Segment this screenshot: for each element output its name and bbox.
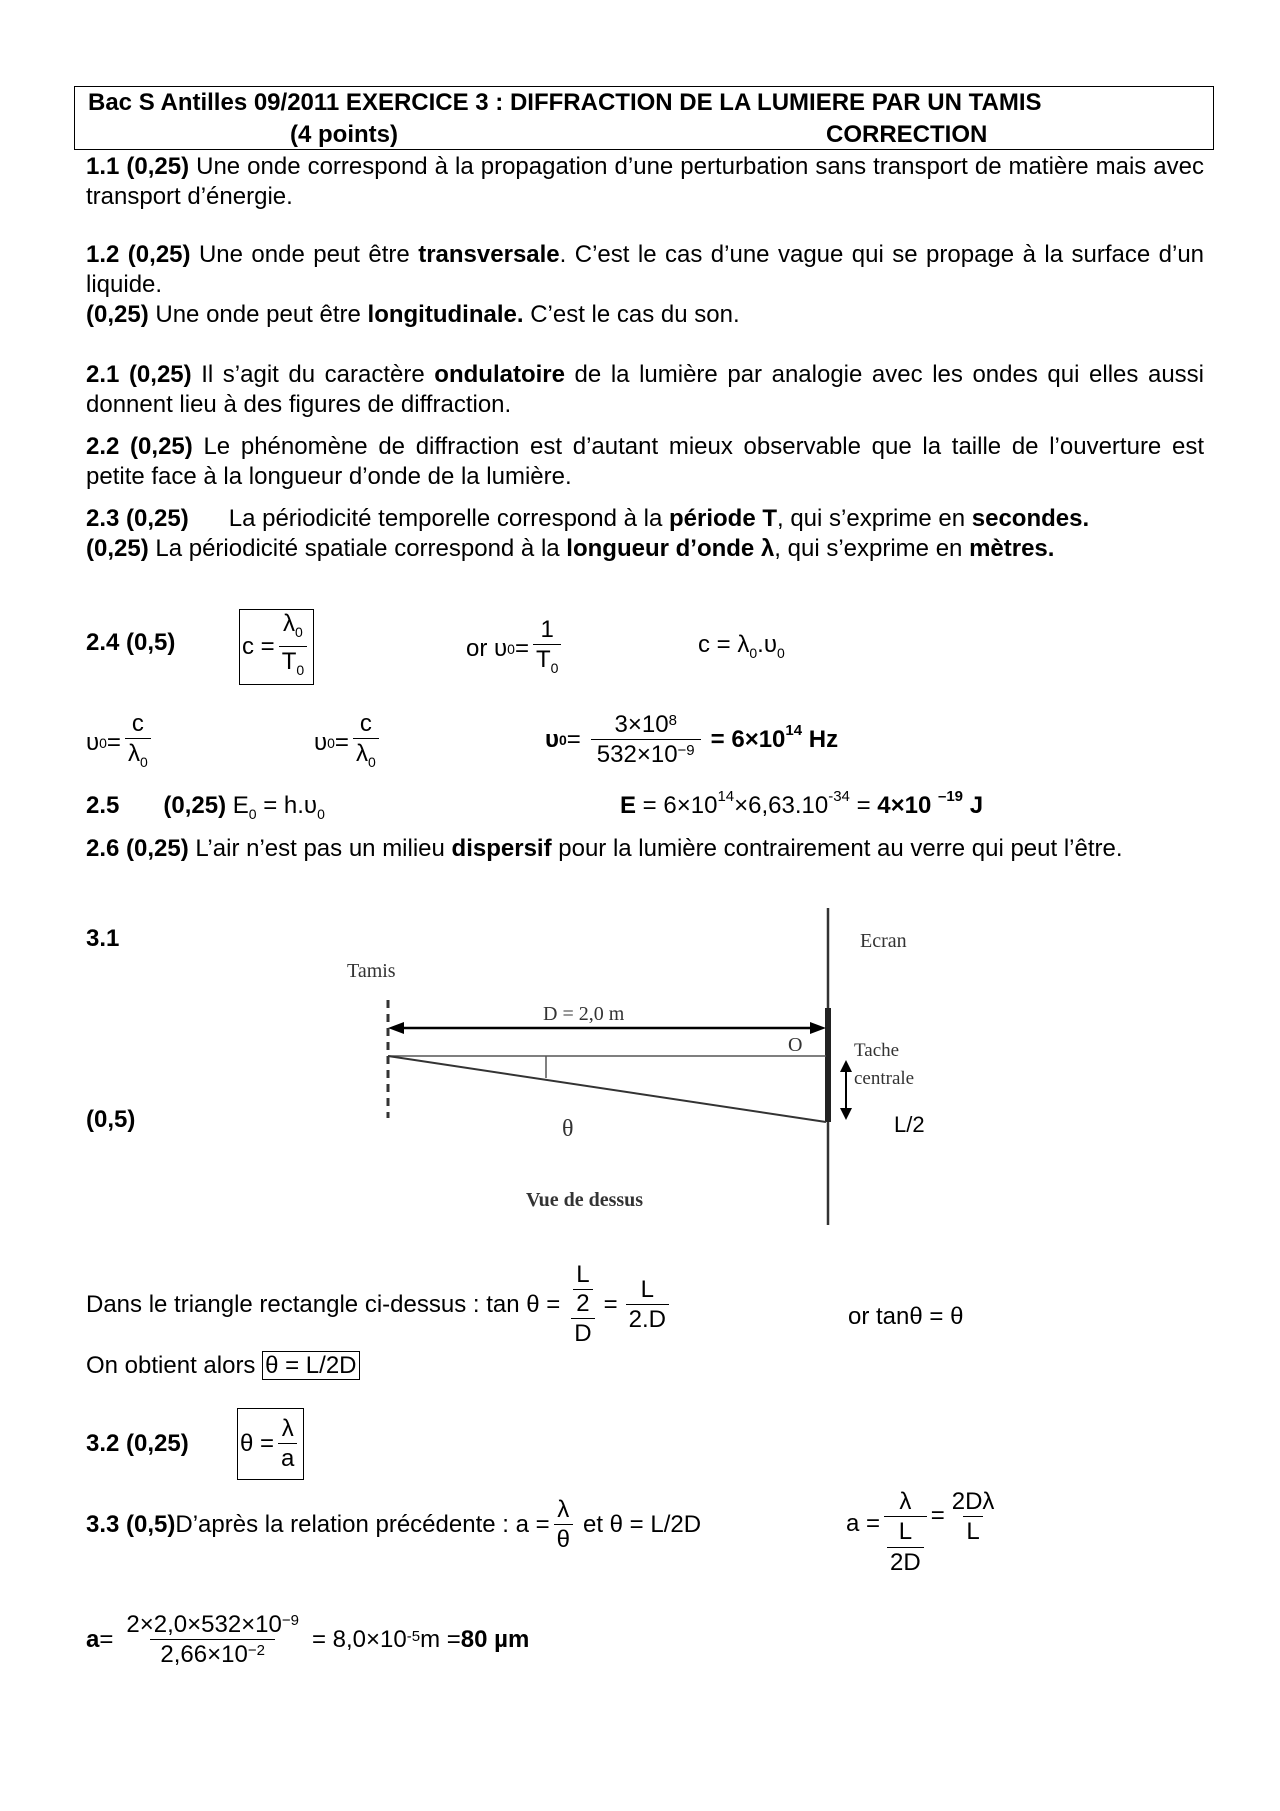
q12-t2: . C’est le cas d’une vague qui se propage à la surface d’un liquide. <box>86 241 1205 298</box>
q31-points: (0,5) <box>86 1106 136 1133</box>
q31-label: 3.1 <box>86 925 120 952</box>
diffraction-figure <box>340 900 960 1230</box>
u0-numeric: υ 0 = $\frac{3\times 10^8}{532\times 10^{-9}}$ = $6\times 10^{14}$ Hz <box>545 710 839 768</box>
q33-a-formula: a = λ L 2D = $\frac{2D\lambda}{L}$ <box>846 1488 995 1576</box>
origin-label: O <box>788 1034 803 1056</box>
vue-label: Vue de dessus <box>526 1189 644 1211</box>
q32-label: 3.2 (0,25) <box>86 1430 189 1457</box>
q26 <box>86 834 1204 864</box>
q23-t1: La périodicité temporelle correspond à la <box>228 505 669 532</box>
q23-t4: , qui s’exprime en <box>774 535 970 562</box>
l2-arrow-down <box>840 1108 852 1120</box>
arrow-left-head <box>388 1022 404 1034</box>
q23 <box>86 504 1204 564</box>
q22 <box>86 432 1204 492</box>
q21-label: 2.1 (0,25) <box>86 361 192 388</box>
q25-right: $E = 6\times 10^{14}\times 6,63.10^{-34} = 4\times 10$ $^{-19}$ J <box>620 788 984 819</box>
centrale-label: centrale <box>854 1068 915 1089</box>
q26-label: 2.6 (0,25) <box>86 835 189 862</box>
boxed-theta: θ = L/2D <box>262 1351 359 1380</box>
q11-text: Une onde correspond à la propagation d’une perturbation sans transport de matière mais avec transport d’énergie. <box>86 153 1204 210</box>
arrow-right-head <box>810 1022 826 1034</box>
l2-label: L/2 <box>894 1112 925 1137</box>
l2-arrow-up <box>840 1060 852 1072</box>
final-result: a = $\frac{2\times 2,0\times 532\times 10^{-9}}{2,66\times 10^{-2}}$ = 8,0×10 $^{-5}$ m = 80 µm <box>86 1610 530 1668</box>
u0-formula-1: υ 0 = $\frac{c}{\lambda_0}$ <box>86 706 155 780</box>
q23-t3: La périodicité spatiale correspond à la <box>148 535 567 562</box>
q12-label: 1.2 (0,25) <box>86 241 191 268</box>
q12-t4: C’est le cas du son. <box>523 301 740 328</box>
tan-approx: or tanθ = θ <box>848 1303 964 1330</box>
q23-label: 2.3 (0,25) <box>86 505 189 532</box>
q33-line: 3.3 (0,5) D’après la relation précédente : a = $\frac{\lambda}{\theta}$ et θ = L/2D <box>86 1495 702 1553</box>
theta-lambda-box: θ = $\frac{\lambda}{a}$ <box>237 1408 304 1480</box>
q22-text: Le phénomène de diffraction est d’autant mieux observable que la taille de l’ouverture est petite face à la longueur d’onde de la lumière. <box>86 433 1204 490</box>
q11-label: 1.1 (0,25) <box>86 153 190 180</box>
c-eq: c = <box>242 633 275 660</box>
c-lambda-u-formula: $c = \lambda_0.\upsilon_0$ <box>698 631 785 661</box>
obtain-line: On obtient alors θ = L/2D <box>86 1352 360 1380</box>
points-label: (4 points) <box>290 121 398 148</box>
q23-b2: secondes. <box>971 505 1090 532</box>
c-lambda-box: c = $\frac{\lambda_0}{T_0}$ <box>239 609 314 685</box>
q23-label2: (0,25) <box>86 535 149 562</box>
q21-b1: ondulatoire <box>434 361 565 388</box>
q12-b1: transversale <box>418 241 560 268</box>
q12-t1: Une onde peut être <box>190 241 419 268</box>
q22-label: 2.2 (0,25) <box>86 433 193 460</box>
q21-t1: Il s’agit du caractère <box>191 361 435 388</box>
or-u0-formula: or υ 0 = $\frac{1}{T_0}$ <box>466 612 565 686</box>
correction-label: CORRECTION <box>826 121 988 148</box>
theta-label: θ <box>562 1116 574 1142</box>
q12-label2: (0,25) <box>86 301 149 328</box>
tache-label: Tache <box>854 1040 900 1061</box>
q23-t2: , qui s’exprime en <box>777 505 972 532</box>
q21-t2: de la lumière par analogie avec les ondes qui elles aussi donnent lieu à des figures de diffraction. <box>86 361 1204 418</box>
q24-label: 2.4 (0,5) <box>86 629 176 656</box>
q26-b1: dispersif <box>451 835 552 862</box>
q23-b4: mètres. <box>969 535 1055 562</box>
q23-b3: longueur d’onde λ <box>566 535 775 562</box>
page-title: Bac S Antilles 09/2011 EXERCICE 3 : DIFFRACTION DE LA LUMIERE PAR UN TAMIS <box>88 89 1042 116</box>
oblique-ray <box>388 1056 826 1122</box>
q12 <box>86 240 1204 330</box>
q21 <box>86 360 1204 420</box>
q12-b2: longitudinale. <box>367 301 524 328</box>
q12-t3: Une onde peut être <box>148 301 368 328</box>
q23-b1: période T <box>668 505 777 532</box>
q11 <box>86 152 1204 212</box>
ecran-label: Ecran <box>860 930 907 952</box>
q26-t1: L’air n’est pas un milieu <box>188 835 452 862</box>
q25-left: 2.5 (0,25) $E_0 = h.\upsilon_0$ <box>86 792 325 822</box>
distance-label: D = 2,0 m <box>543 1003 625 1025</box>
u0-formula-2: υ 0 = $\frac{c}{\lambda_0}$ <box>314 706 383 780</box>
q26-t2: pour la lumière contrairement au verre qui peut l’être. <box>551 835 1123 862</box>
tamis-label: Tamis <box>347 960 396 982</box>
tan-relation: Dans le triangle rectangle ci-dessus : tan θ = L 2 D = $\frac{L}{2.D}$ <box>86 1250 673 1360</box>
